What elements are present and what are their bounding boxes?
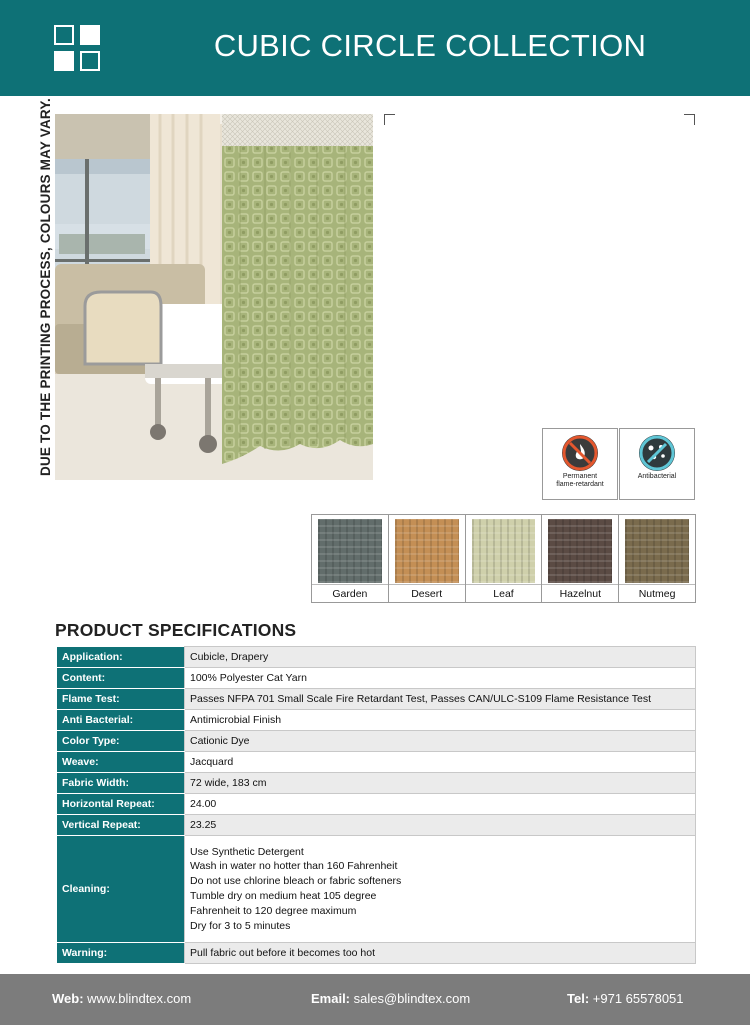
swatch-nutmeg xyxy=(619,515,695,602)
swatch-fabric xyxy=(625,519,689,583)
cert-label-line1: Antibacterial xyxy=(637,473,677,480)
page-title: CUBIC CIRCLE COLLECTION xyxy=(213,28,647,63)
cleaning-instructions xyxy=(185,836,696,943)
spec-row xyxy=(57,689,696,710)
spec-key: Color Type: xyxy=(57,731,185,752)
page-footer xyxy=(0,974,750,1025)
flame-prohibited-icon xyxy=(562,435,598,471)
spec-row xyxy=(57,794,696,815)
swatch-name: Nutmeg xyxy=(619,584,695,600)
spec-value: Cubicle, Drapery xyxy=(185,647,696,668)
spec-row xyxy=(57,668,696,689)
crop-mark-top-right xyxy=(684,114,695,125)
color-disclaimer: DUE TO THE PRINTING PROCESS, COLOURS MAY VARY. xyxy=(38,97,53,476)
email-link[interactable]: sales@blindtex.com xyxy=(353,991,471,1006)
spec-value: Cationic Dye xyxy=(185,731,696,752)
crop-mark-top-left xyxy=(384,114,395,125)
cert-label-line2: flame-retardant xyxy=(556,481,604,488)
spec-value: 72 wide, 183 cm xyxy=(185,773,696,794)
spec-key: Anti Bacterial: xyxy=(57,710,185,731)
footer-web xyxy=(52,991,191,1006)
spec-key: Cleaning: xyxy=(57,836,185,943)
footer-email xyxy=(311,991,470,1006)
spec-value: Passes NFPA 701 Small Scale Fire Retardant Test, Passes CAN/ULC-S109 Flame Resistance Test xyxy=(185,689,696,710)
spec-row-warning xyxy=(57,943,696,964)
spec-value: Pull fabric out before it becomes too hot xyxy=(185,943,696,964)
footer-phone xyxy=(567,991,684,1006)
spec-row xyxy=(57,752,696,773)
page-header xyxy=(0,0,750,96)
swatch-fabric xyxy=(395,519,459,583)
spec-value: Jacquard xyxy=(185,752,696,773)
spec-key: Warning: xyxy=(57,943,185,964)
tel-link[interactable]: +971 65578051 xyxy=(592,991,684,1006)
swatch-name: Leaf xyxy=(466,584,542,600)
spec-row xyxy=(57,647,696,668)
spec-key: Content: xyxy=(57,668,185,689)
swatch-name: Hazelnut xyxy=(542,584,618,600)
specifications-heading: PRODUCT SPECIFICATIONS xyxy=(55,620,297,640)
spec-row xyxy=(57,773,696,794)
swatch-garden xyxy=(312,515,389,602)
spec-key: Flame Test: xyxy=(57,689,185,710)
swatch-desert xyxy=(389,515,466,602)
swatch-fabric xyxy=(318,519,382,583)
antibacterial-icon xyxy=(639,435,675,471)
spec-row-cleaning xyxy=(57,836,696,943)
spec-key: Weave: xyxy=(57,752,185,773)
spec-value: 24.00 xyxy=(185,794,696,815)
swatch-fabric xyxy=(472,519,536,583)
spec-key: Application: xyxy=(57,647,185,668)
cleaning-line: Fahrenheit to 120 degree maximum xyxy=(190,904,357,917)
cleaning-line: Do not use chlorine bleach or fabric softeners xyxy=(190,875,402,888)
tel-label: Tel: xyxy=(567,991,590,1006)
swatch-name: Garden xyxy=(312,584,388,600)
swatch-leaf xyxy=(466,515,543,602)
web-label: Web: xyxy=(52,991,84,1006)
cleaning-line: Tumble dry on medium heat 105 degree xyxy=(190,890,377,902)
brand-logo xyxy=(54,25,102,73)
spec-key: Horizontal Repeat: xyxy=(57,794,185,815)
flame-retardant-badge xyxy=(542,428,618,500)
swatch-hazelnut xyxy=(542,515,619,602)
spec-value: 23.25 xyxy=(185,815,696,836)
cert-label-line1: Permanent xyxy=(562,473,598,480)
cleaning-line: Wash in water no hotter than 160 Fahrenheit xyxy=(190,860,398,873)
swatch-fabric xyxy=(548,519,612,583)
spec-row xyxy=(57,710,696,731)
spec-key: Vertical Repeat: xyxy=(57,815,185,836)
spec-row xyxy=(57,731,696,752)
spec-value: Antimicrobial Finish xyxy=(185,710,696,731)
spec-key: Fabric Width: xyxy=(57,773,185,794)
color-swatches xyxy=(311,514,696,603)
cleaning-line: Use Synthetic Detergent xyxy=(190,845,304,858)
product-photo xyxy=(55,114,373,480)
spec-value: 100% Polyester Cat Yarn xyxy=(185,668,696,689)
web-link[interactable]: www.blindtex.com xyxy=(87,991,192,1006)
email-label: Email: xyxy=(311,991,351,1006)
cleaning-line: Dry for 3 to 5 minutes xyxy=(190,919,291,932)
swatch-name: Desert xyxy=(389,584,465,600)
specifications-table xyxy=(56,646,696,964)
antibacterial-badge xyxy=(619,428,695,500)
spec-row xyxy=(57,815,696,836)
